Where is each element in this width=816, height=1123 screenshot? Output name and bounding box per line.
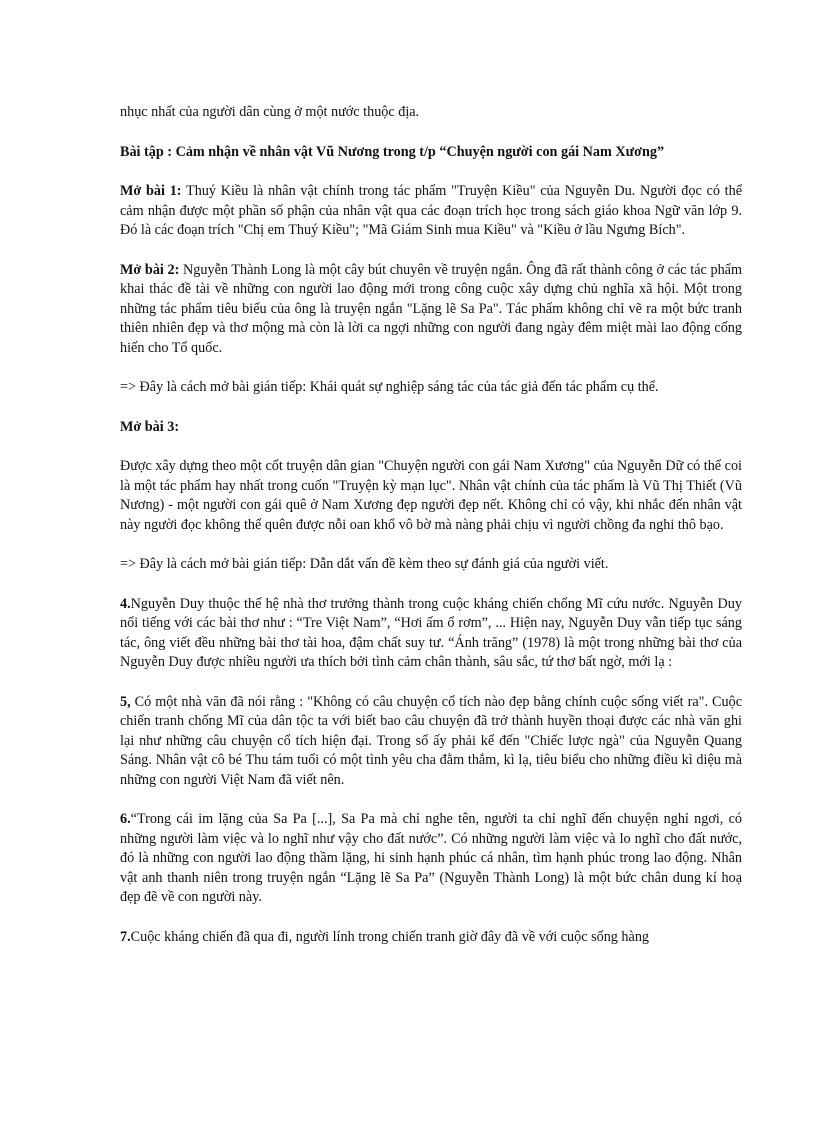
paragraph-7: [120, 928, 742, 948]
paragraph-label: 4.: [120, 595, 131, 612]
note-indirect-opening-2: => Đây là cách mở bài gián tiếp: Dẫn dắt vấn đề kèm theo sự đánh giá của người viết.: [120, 556, 609, 572]
intro-line: nhục nhất của người dân cùng ở một nước thuộc địa.: [120, 104, 420, 120]
paragraph-text: Nguyễn Thành Long là một cây bút chuyên về truyện ngắn. Ông đã rất thành công ở các tác phẩm khai thác đề tài về những con người lao động mới trong công cuộc xây dựng chủ nghĩa xã hội. Một trong những tác phẩm tiêu biểu của ông là truyện ngắn "Lặng lẽ Sa Pa". Tác phẩm không chỉ vẽ ra một bức tranh thiên nhiên đẹp và thơ mộng mà còn là lời ca ngợi những con người đang ngày đêm miệt mài lao động cống hiến cho Tổ quốc.: [120, 261, 742, 356]
paragraph-4: [120, 595, 742, 673]
paragraph-label: 7.: [120, 928, 131, 945]
paragraph-label: Mở bài 1:: [120, 183, 182, 199]
paragraph-6: [120, 810, 742, 908]
heading-mo-bai-3: Mở bài 3:: [120, 418, 180, 435]
paragraph-5: [120, 693, 742, 791]
paragraph-text: Nguyễn Duy thuộc thế hệ nhà thơ trưởng thành trong cuộc kháng chiến chống Mĩ cứu nước. Nguyễn Duy nổi tiếng với các bài thơ như : “Tre Việt Nam”, “Hơi ấm ổ rơm”, ... Hiện nay, Nguyễn Duy vẫn tiếp tục sáng tác, ông viết đều những bài thơ tài hoa, đậm chất suy tư. “Ánh trăng” (1978) là một trong những bài thơ của Nguyễn Duy được nhiều người ưa thích bởi tình cảm chân thành, sâu sắc, tứ thơ bất ngờ, mới lạ :: [120, 595, 742, 670]
note-indirect-opening-1: => Đây là cách mở bài gián tiếp: Khái quát sự nghiệp sáng tác của tác giả đến tác phẩm cụ thể.: [120, 379, 659, 395]
paragraph-text: Có một nhà văn đã nói rằng : "Không có câu chuyện cổ tích nào đẹp bằng chính cuộc sống viết ra". Cuộc chiến tranh chống Mĩ của dân tộc ta với biết bao câu chuyện đã trở thành huyền thoại được các nhà văn ghi lại như những câu chuyện cổ tích hiện đại. Trong số ấy phải kể đến "Chiếc lược ngà" của Nguyễn Quang Sáng. Nhân vật cô bé Thu tám tuổi có một tình yêu cha đằm thắm, kì lạ, tiêu biểu cho những điều kì diệu mà những con người Việt Nam đã viết nên.: [120, 693, 742, 788]
paragraph-label: Mở bài 2:: [120, 261, 180, 278]
paragraph-label: 5,: [120, 693, 131, 710]
paragraph-mo-bai-2: [120, 261, 742, 359]
paragraph-mo-bai-1: [120, 182, 742, 241]
paragraph-text: “Trong cái im lặng của Sa Pa [...], Sa Pa mà chỉ nghe tên, người ta chỉ nghĩ đến chuyện nghỉ ngơi, có những người làm việc và lo nghĩ như vậy cho đất nước”. Có những người làm việc và lo nghĩ cho đất nước, đó là những con người lao động thầm lặng, hi sinh hạnh phúc cá nhân, tìm hạnh phúc trong lao động. Nhân vật anh thanh niên trong truyện ngắn “Lặng lẽ Sa Pa” (Nguyễn Thành Long) là một bức chân dung kí hoạ đẹp đẽ về con người này.: [120, 811, 742, 905]
document-page: [120, 103, 742, 967]
exercise-title: Bài tập : Cảm nhận về nhân vật Vũ Nương trong t/p “Chuyện người con gái Nam Xương”: [120, 143, 665, 160]
paragraph-label: 6.: [120, 811, 131, 827]
paragraph-text: Thuý Kiều là nhân vật chính trong tác phẩm "Truyện Kiều" của Nguyễn Du. Người đọc có thể cảm nhận được một phần số phận của nhân vật qua các đoạn trích học trong sách giáo khoa Ngữ văn lớp 9. Đó là các đoạn trích "Chị em Thuý Kiều"; "Mã Giám Sinh mua Kiều" và "Kiều ở lầu Ngưng Bích".: [120, 183, 743, 238]
paragraph-mo-bai-3: Được xây dựng theo một cốt truyện dân gian "Chuyện người con gái Nam Xương" của Nguyễn Dữ có thể coi là một tác phẩm hay nhất trong cuốn "Truyện kỳ mạn lục". Nhân vật chính của tác phẩm là Vũ Thị Thiết (Vũ Nương) - một người con gái quê ở Nam Xương đẹp người đẹp nết. Không chỉ có vậy, khi nhắc đến nhân vật này người đọc không thể quên được nỗi oan khổ vô bờ mà nàng phải chịu vì người chồng đa nghi thô bạo.: [120, 458, 742, 533]
paragraph-text: Cuộc kháng chiến đã qua đi, người lính trong chiến tranh giờ đây đã về với cuộc sống hàng: [130, 928, 650, 945]
